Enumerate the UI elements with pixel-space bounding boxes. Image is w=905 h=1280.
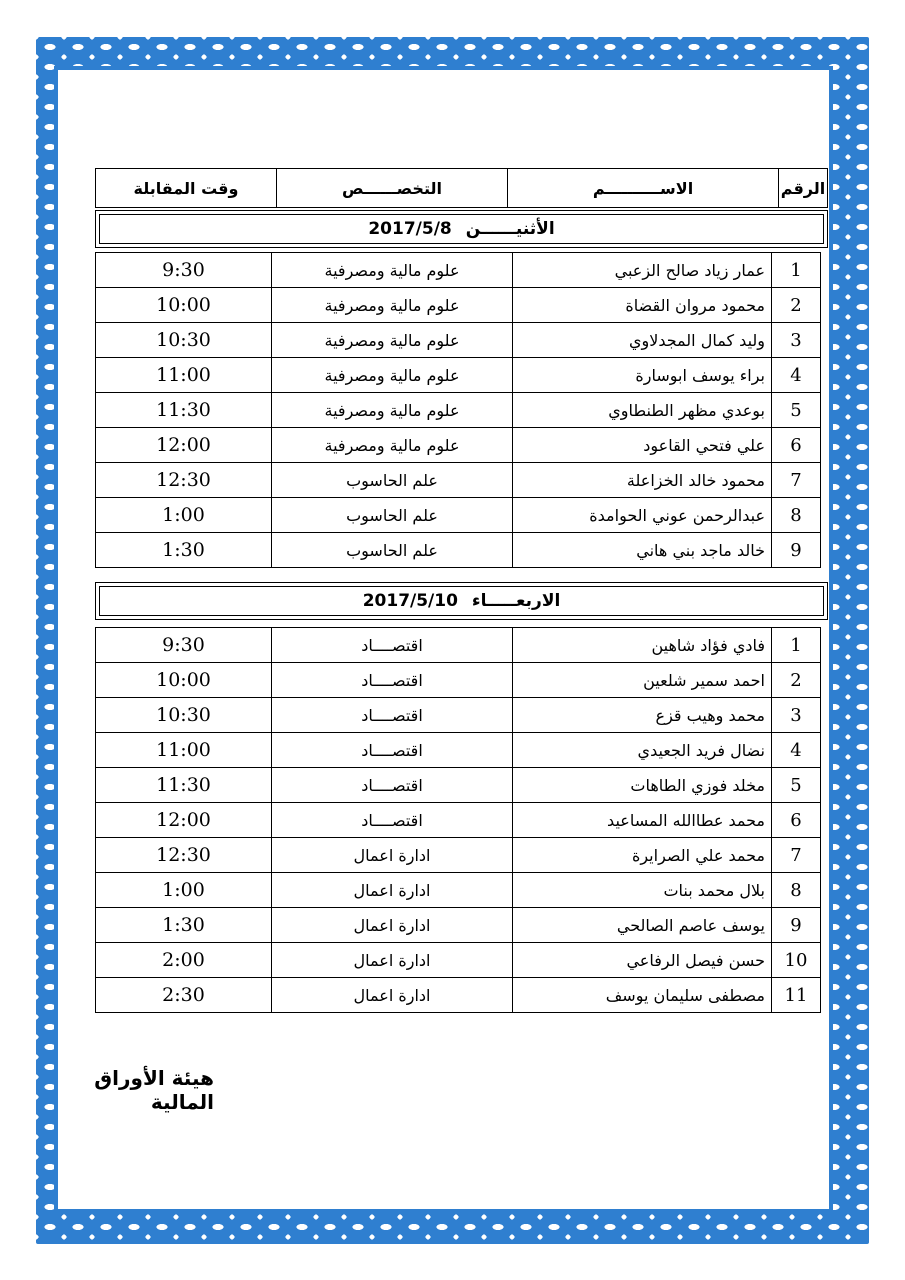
row-specialty: علم الحاسوب <box>272 533 513 568</box>
row-number: 6 <box>772 803 821 838</box>
row-specialty: ادارة اعمال <box>272 838 513 873</box>
day1-table <box>95 252 821 568</box>
row-number: 2 <box>772 663 821 698</box>
row-time: 12:30 <box>96 463 272 498</box>
row-time: 11:00 <box>96 358 272 393</box>
day2-table <box>95 627 821 1013</box>
row-number: 6 <box>772 428 821 463</box>
row-specialty: ادارة اعمال <box>272 908 513 943</box>
row-name: محمد عطاالله المساعيد <box>513 803 772 838</box>
row-time: 1:00 <box>96 498 272 533</box>
day1-banner <box>95 210 828 248</box>
row-time: 9:30 <box>96 253 272 288</box>
row-name: حسن فيصل الرفاعي <box>513 943 772 978</box>
row-name: عمار زياد صالح الزعبي <box>513 253 772 288</box>
row-name: بوعدي مظهر الطنطاوي <box>513 393 772 428</box>
day1-date: 2017/5/8 <box>368 219 452 239</box>
row-name: محمد علي الصرايرة <box>513 838 772 873</box>
table-row <box>96 943 821 978</box>
table-row <box>96 663 821 698</box>
row-number: 9 <box>772 908 821 943</box>
day2-label: الاربعـــــاء <box>471 591 561 611</box>
day2-date: 2017/5/10 <box>362 591 458 611</box>
row-specialty: علوم مالية ومصرفية <box>272 393 513 428</box>
row-time: 11:30 <box>96 768 272 803</box>
row-number: 3 <box>772 323 821 358</box>
row-number: 10 <box>772 943 821 978</box>
table-row <box>96 533 821 568</box>
row-specialty: علوم مالية ومصرفية <box>272 358 513 393</box>
header-number: الرقم <box>779 169 828 208</box>
row-name: وليد كمال المجدلاوي <box>513 323 772 358</box>
document-page <box>58 70 829 1209</box>
row-time: 12:00 <box>96 803 272 838</box>
row-time: 12:00 <box>96 428 272 463</box>
row-name: محمد وهيب قزع <box>513 698 772 733</box>
row-time: 1:30 <box>96 533 272 568</box>
header-name: الاســــــــــم <box>508 169 779 208</box>
day2-banner <box>95 582 828 620</box>
row-specialty: ادارة اعمال <box>272 943 513 978</box>
table-row <box>96 908 821 943</box>
row-specialty: علم الحاسوب <box>272 498 513 533</box>
schedule-header <box>95 168 828 208</box>
table-row <box>96 463 821 498</box>
row-number: 7 <box>772 838 821 873</box>
organization-name: هيئة الأوراق المالية <box>94 1066 214 1114</box>
row-number: 4 <box>772 733 821 768</box>
row-number: 5 <box>772 393 821 428</box>
row-name: نضال فريد الجعيدي <box>513 733 772 768</box>
row-number: 9 <box>772 533 821 568</box>
row-number: 8 <box>772 498 821 533</box>
row-specialty: علوم مالية ومصرفية <box>272 323 513 358</box>
row-specialty: علم الحاسوب <box>272 463 513 498</box>
table-row <box>96 873 821 908</box>
row-time: 9:30 <box>96 628 272 663</box>
table-row <box>96 698 821 733</box>
day1-label: الأثنيــــــن <box>465 219 555 239</box>
row-name: محمود خالد الخزاعلة <box>513 463 772 498</box>
table-row <box>96 358 821 393</box>
table-row <box>96 733 821 768</box>
row-number: 4 <box>772 358 821 393</box>
row-time: 2:30 <box>96 978 272 1013</box>
row-number: 1 <box>772 628 821 663</box>
row-time: 2:00 <box>96 943 272 978</box>
row-specialty: علوم مالية ومصرفية <box>272 288 513 323</box>
table-row <box>96 428 821 463</box>
row-name: يوسف عاصم الصالحي <box>513 908 772 943</box>
row-name: بلال محمد بنات <box>513 873 772 908</box>
row-specialty: اقتصــــاد <box>272 663 513 698</box>
row-number: 1 <box>772 253 821 288</box>
row-number: 11 <box>772 978 821 1013</box>
row-time: 10:30 <box>96 323 272 358</box>
row-name: مصطفى سليمان يوسف <box>513 978 772 1013</box>
row-specialty: ادارة اعمال <box>272 978 513 1013</box>
row-number: 2 <box>772 288 821 323</box>
table-row <box>96 768 821 803</box>
table-row <box>96 628 821 663</box>
row-specialty: اقتصــــاد <box>272 733 513 768</box>
row-name: محمود مروان القضاة <box>513 288 772 323</box>
row-time: 10:00 <box>96 288 272 323</box>
row-specialty: علوم مالية ومصرفية <box>272 253 513 288</box>
row-time: 11:00 <box>96 733 272 768</box>
row-name: عبدالرحمن عوني الحوامدة <box>513 498 772 533</box>
row-time: 1:00 <box>96 873 272 908</box>
table-row <box>96 253 821 288</box>
row-specialty: اقتصــــاد <box>272 628 513 663</box>
row-time: 10:00 <box>96 663 272 698</box>
row-specialty: اقتصــــاد <box>272 768 513 803</box>
row-specialty: ادارة اعمال <box>272 873 513 908</box>
row-time: 1:30 <box>96 908 272 943</box>
table-row <box>96 838 821 873</box>
row-specialty: اقتصــــاد <box>272 698 513 733</box>
row-number: 5 <box>772 768 821 803</box>
table-row <box>96 288 821 323</box>
row-number: 3 <box>772 698 821 733</box>
table-row <box>96 803 821 838</box>
table-row <box>96 323 821 358</box>
table-row <box>96 978 821 1013</box>
row-name: فادي فؤاد شاهين <box>513 628 772 663</box>
header-specialty: التخصــــــص <box>277 169 508 208</box>
row-name: خالد ماجد بني هاني <box>513 533 772 568</box>
row-name: علي فتحي القاعود <box>513 428 772 463</box>
table-row <box>96 498 821 533</box>
row-number: 8 <box>772 873 821 908</box>
row-time: 11:30 <box>96 393 272 428</box>
row-number: 7 <box>772 463 821 498</box>
row-specialty: اقتصــــاد <box>272 803 513 838</box>
row-time: 10:30 <box>96 698 272 733</box>
row-name: براء يوسف ابوسارة <box>513 358 772 393</box>
row-name: مخلد فوزي الطاهات <box>513 768 772 803</box>
row-specialty: علوم مالية ومصرفية <box>272 428 513 463</box>
header-time: وقت المقابلة <box>96 169 277 208</box>
row-time: 12:30 <box>96 838 272 873</box>
row-name: احمد سمير شلعين <box>513 663 772 698</box>
table-row <box>96 393 821 428</box>
